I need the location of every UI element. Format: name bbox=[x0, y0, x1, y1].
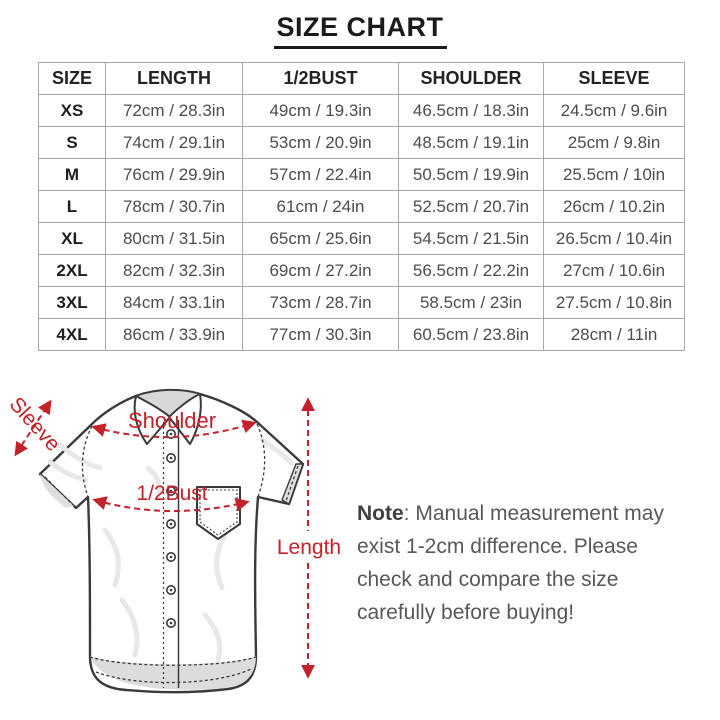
half-bust-label: 1/2Bust bbox=[136, 482, 208, 505]
measurement-cell: 28cm / 11in bbox=[544, 319, 685, 351]
measurement-cell: 53cm / 20.9in bbox=[243, 127, 399, 159]
measurement-cell: 26cm / 10.2in bbox=[544, 191, 685, 223]
measurement-cell: 77cm / 30.3in bbox=[243, 319, 399, 351]
size-cell: L bbox=[39, 191, 106, 223]
measurement-cell: 60.5cm / 23.8in bbox=[399, 319, 544, 351]
page-title: SIZE CHART bbox=[274, 12, 447, 49]
measurement-cell: 72cm / 28.3in bbox=[106, 95, 243, 127]
table-row bbox=[39, 255, 685, 287]
table-row bbox=[39, 287, 685, 319]
col-header-halfbust: 1/2BUST bbox=[243, 63, 399, 95]
measurement-cell: 26.5cm / 10.4in bbox=[544, 223, 685, 255]
shoulder-label: Shoulder bbox=[127, 408, 217, 433]
page-title-wrap bbox=[0, 12, 720, 49]
measurement-cell: 27.5cm / 10.8in bbox=[544, 287, 685, 319]
size-cell: XS bbox=[39, 95, 106, 127]
measurement-cell: 48.5cm / 19.1in bbox=[399, 127, 544, 159]
size-cell: XL bbox=[39, 223, 106, 255]
measurement-cell: 57cm / 22.4in bbox=[243, 159, 399, 191]
table-header-row bbox=[39, 63, 685, 95]
table-row bbox=[39, 159, 685, 191]
table-row bbox=[39, 127, 685, 159]
table-row bbox=[39, 191, 685, 223]
measurement-cell: 27cm / 10.6in bbox=[544, 255, 685, 287]
measurement-cell: 78cm / 30.7in bbox=[106, 191, 243, 223]
size-cell: S bbox=[39, 127, 106, 159]
measurement-cell: 50.5cm / 19.9in bbox=[399, 159, 544, 191]
col-header-sleeve: SLEEVE bbox=[544, 63, 685, 95]
measurement-cell: 73cm / 28.7in bbox=[243, 287, 399, 319]
measurement-cell: 74cm / 29.1in bbox=[106, 127, 243, 159]
measurement-cell: 52.5cm / 20.7in bbox=[399, 191, 544, 223]
measurement-cell: 56.5cm / 22.2in bbox=[399, 255, 544, 287]
table-row bbox=[39, 223, 685, 255]
note-text: : Manual measurement may exist 1-2cm difference. Please check and compare the size carefully before buying! bbox=[357, 502, 664, 624]
measurement-cell: 58.5cm / 23in bbox=[399, 287, 544, 319]
size-cell: 2XL bbox=[39, 255, 106, 287]
col-header-shoulder: SHOULDER bbox=[399, 63, 544, 95]
measurement-cell: 82cm / 32.3in bbox=[106, 255, 243, 287]
measurement-cell: 65cm / 25.6in bbox=[243, 223, 399, 255]
table-row bbox=[39, 95, 685, 127]
measurement-cell: 76cm / 29.9in bbox=[106, 159, 243, 191]
size-cell: 3XL bbox=[39, 287, 106, 319]
measurement-cell: 46.5cm / 18.3in bbox=[399, 95, 544, 127]
measurement-cell: 69cm / 27.2in bbox=[243, 255, 399, 287]
measurement-cell: 24.5cm / 9.6in bbox=[544, 95, 685, 127]
size-table-body bbox=[39, 95, 685, 351]
measurement-cell: 54.5cm / 21.5in bbox=[399, 223, 544, 255]
measurement-cell: 84cm / 33.1in bbox=[106, 287, 243, 319]
measurement-cell: 49cm / 19.3in bbox=[243, 95, 399, 127]
measurement-cell: 25.5cm / 10in bbox=[544, 159, 685, 191]
length-label: Length bbox=[276, 536, 342, 559]
shirt-diagram bbox=[0, 378, 350, 720]
size-cell: 4XL bbox=[39, 319, 106, 351]
shirt-outline bbox=[40, 390, 303, 692]
table-row bbox=[39, 319, 685, 351]
size-cell: M bbox=[39, 159, 106, 191]
note-label: Note bbox=[357, 502, 404, 525]
col-header-length: LENGTH bbox=[106, 63, 243, 95]
measurement-cell: 80cm / 31.5in bbox=[106, 223, 243, 255]
size-chart-table bbox=[38, 62, 685, 351]
measurement-cell: 25cm / 9.8in bbox=[544, 127, 685, 159]
col-header-size: SIZE bbox=[39, 63, 106, 95]
measurement-cell: 86cm / 33.9in bbox=[106, 319, 243, 351]
measurement-note bbox=[357, 497, 683, 629]
sleeve-label: Sleeve bbox=[4, 392, 65, 456]
measurement-cell: 61cm / 24in bbox=[243, 191, 399, 223]
